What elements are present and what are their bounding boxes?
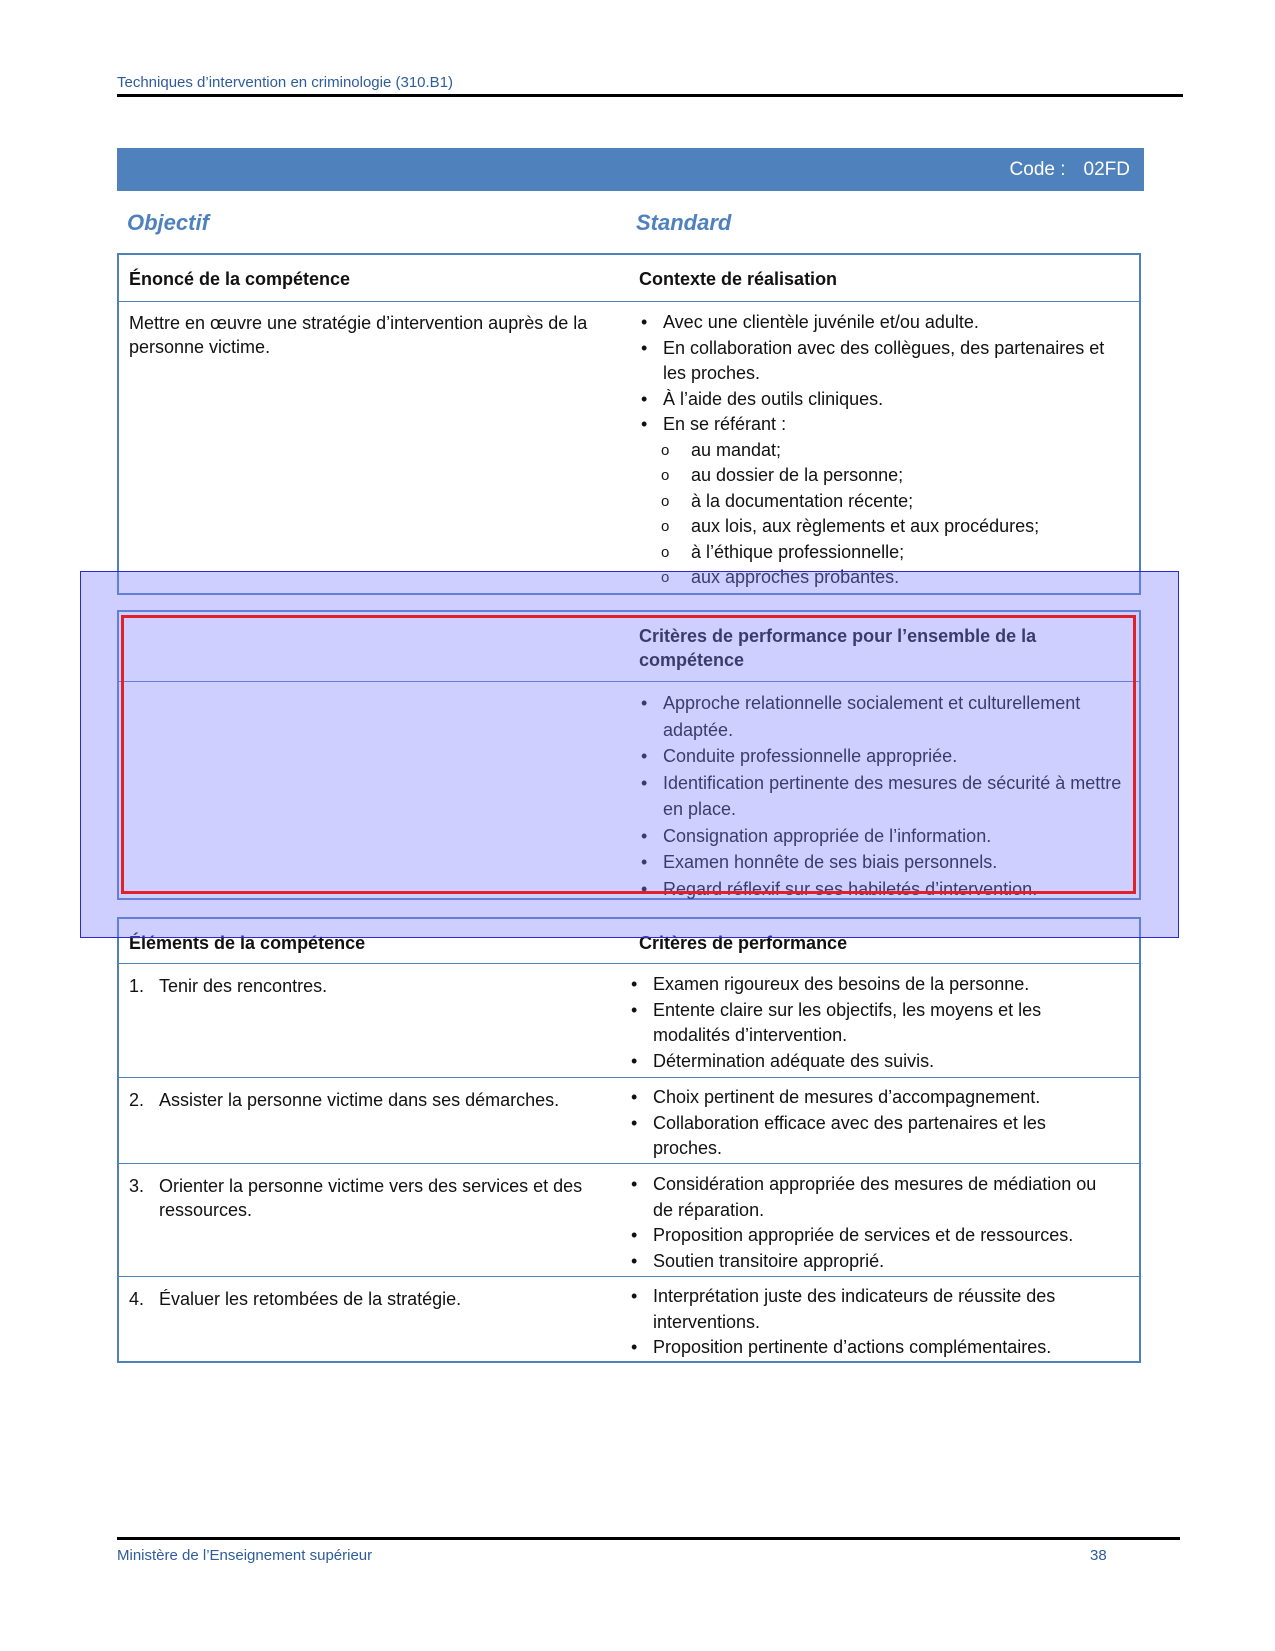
list-item: • Avec une clientèle juvénile et/ou adulte. (639, 310, 1129, 336)
context-list (639, 310, 1129, 591)
element-text: Tenir des rencontres. (159, 976, 328, 996)
sub-list-item: o à l’éthique professionnelle; (639, 540, 1129, 566)
criteria-heading: Critères de performance (639, 933, 848, 953)
code-value: 02FD (1083, 159, 1130, 180)
code-label: Code : (1009, 159, 1066, 180)
list-item: • Regard réflexif sur ses habiletés d’intervention. (639, 876, 1129, 903)
standard-heading: Standard (636, 210, 732, 235)
code-label-group (1010, 159, 1130, 181)
list-item: • Identification pertinente des mesures de sécurité à mettre en place. (639, 770, 1129, 823)
list-item: • À l’aide des outils cliniques. (639, 387, 1129, 413)
element-text: Orienter la personne victime vers des services et des ressources. (159, 1176, 583, 1220)
statement-heading: Énoncé de la compétence (129, 269, 351, 289)
list-item: • Collaboration efficace avec des partenaires et les proches. (629, 1111, 1119, 1162)
highlight-box (121, 615, 1136, 894)
footer-rule (117, 1537, 1180, 1540)
element-number: 3. (129, 1176, 145, 1196)
list-item: • Approche relationnelle socialement et culturellement adaptée. (639, 690, 1129, 743)
criteria-list (629, 972, 1119, 1074)
list-item: • En se référant : (639, 412, 1129, 438)
table-row (119, 963, 1139, 1077)
table-row (119, 1276, 1139, 1361)
footer-ministry: Ministère de l’Enseignement supérieur (117, 1547, 373, 1564)
context-heading: Contexte de réalisation (639, 269, 838, 289)
element-cell (129, 1174, 609, 1222)
list-item: • En collaboration avec des collègues, des partenaires et les proches. (639, 336, 1129, 387)
competence-table (117, 253, 1141, 595)
sub-list-item: o au mandat; (639, 438, 1129, 464)
list-item: • Choix pertinent de mesures d’accompagnement. (629, 1085, 1119, 1111)
list-item: • Consignation appropriée de l’information. (639, 823, 1129, 850)
sub-list-item: o aux lois, aux règlements et aux procédures; (639, 514, 1129, 540)
elements-table (117, 917, 1141, 1363)
element-text: Assister la personne victime dans ses démarches. (159, 1090, 560, 1110)
criteria-list (629, 1085, 1119, 1162)
competence-statement: Mettre en œuvre une stratégie d’intervention auprès de la personne victime. (129, 313, 588, 357)
elements-heading: Éléments de la compétence (129, 933, 366, 953)
table-row (119, 1077, 1139, 1163)
element-cell (129, 974, 609, 998)
header-rule (117, 94, 1183, 97)
element-number: 1. (129, 976, 145, 996)
element-number: 4. (129, 1289, 145, 1309)
list-item: • Interprétation juste des indicateurs de réussite des interventions. (629, 1284, 1119, 1335)
list-item: • Soutien transitoire approprié. (629, 1249, 1119, 1275)
list-item: • Considération appropriée des mesures de médiation ou de réparation. (629, 1172, 1119, 1223)
sub-list-item: o à la documentation récente; (639, 489, 1129, 515)
list-item: • Examen rigoureux des besoins de la personne. (629, 972, 1119, 998)
element-number: 2. (129, 1090, 145, 1110)
criteria-list (629, 1284, 1119, 1361)
list-item: • Détermination adéquate des suivis. (629, 1049, 1119, 1075)
list-item: • Examen honnête de ses biais personnels. (639, 849, 1129, 876)
page-number: 38 (1090, 1547, 1107, 1564)
list-item: • Proposition appropriée de services et de ressources. (629, 1223, 1119, 1249)
global-criteria-heading: Critères de performance pour l’ensemble de la compétence (639, 626, 1037, 670)
criteria-list (629, 1172, 1119, 1274)
element-text: Évaluer les retombées de la stratégie. (159, 1289, 462, 1309)
competence-table-head (119, 255, 1139, 301)
list-item: • Entente claire sur les objectifs, les moyens et les modalités d’intervention. (629, 998, 1119, 1049)
table-row (119, 1163, 1139, 1276)
list-item: • Conduite professionnelle appropriée. (639, 743, 1129, 770)
header-title: Techniques d’intervention en criminologie (310.B1) (117, 74, 454, 91)
element-cell (129, 1287, 609, 1311)
element-cell (129, 1088, 609, 1112)
objective-heading: Objectif (127, 210, 209, 235)
code-band (117, 148, 1144, 191)
list-item: • Proposition pertinente d’actions complémentaires. (629, 1335, 1119, 1361)
sub-list-item: o au dossier de la personne; (639, 463, 1129, 489)
competence-table-body (119, 301, 1139, 593)
sub-list-item: o aux approches probantes. (639, 565, 1129, 591)
